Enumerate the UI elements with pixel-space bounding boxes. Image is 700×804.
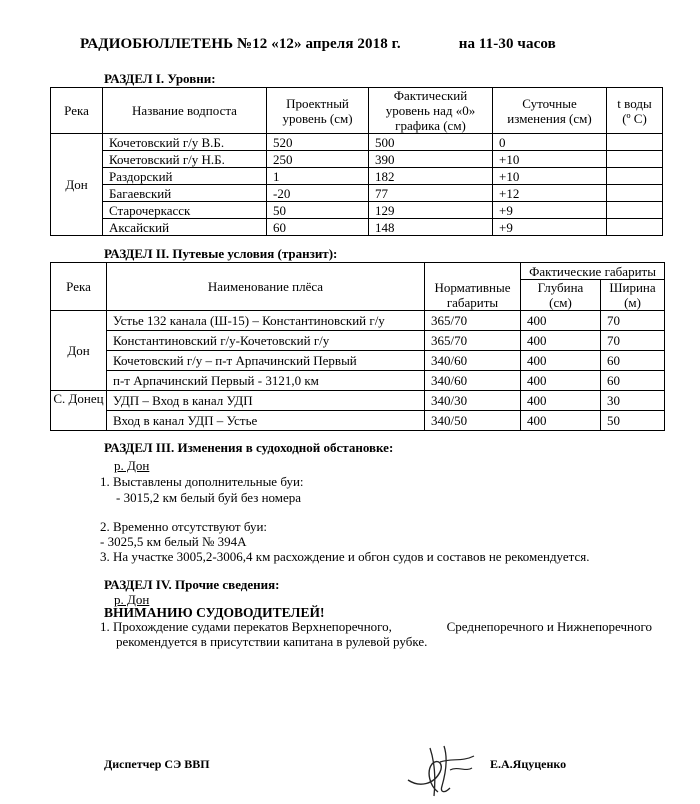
- levels-design: 1: [267, 168, 369, 185]
- levels-header-actual: Фактический уровень над «0» графика (см): [369, 88, 493, 134]
- levels-temp: [607, 185, 663, 202]
- levels-design: -20: [267, 185, 369, 202]
- levels-temp: [607, 219, 663, 236]
- levels-actual: 148: [369, 219, 493, 236]
- route-reach: Константиновский г/у-Кочетовский г/у: [107, 331, 425, 351]
- levels-temp: [607, 168, 663, 185]
- section3-item3: 3. На участке 3005,2-3006,4 км расхождение и обгон судов и составов не рекомендуется.: [100, 549, 590, 564]
- section3-item1-detail: - 3015,2 км белый буй без номера: [116, 490, 302, 505]
- route-width: 60: [601, 371, 665, 391]
- section4-river: р. Дон: [114, 592, 150, 607]
- table-row: [51, 331, 665, 351]
- levels-header-river: Река: [51, 88, 103, 134]
- levels-design: 60: [267, 219, 369, 236]
- table-row: [51, 185, 663, 202]
- section3-item2: 2. Временно отсутствуют буи:: [100, 519, 268, 534]
- table-row: [51, 391, 665, 411]
- levels-table: [50, 87, 663, 236]
- section3-river: р. Дон: [114, 458, 150, 473]
- levels-daily: +9: [493, 219, 607, 236]
- route-reach: п-т Арпачинский Первый - 3121,0 км: [107, 371, 425, 391]
- levels-post: Аксайский: [103, 219, 267, 236]
- bulletin-title-text: РАДИОБЮЛЛЕТЕНЬ №12 «12» апреля 2018 г.: [80, 36, 401, 52]
- route-reach: Вход в канал УДП – Устье: [107, 411, 425, 431]
- route-normative: 340/30: [425, 391, 521, 411]
- route-header-depth: Глубина (см): [521, 280, 601, 311]
- attention-heading: ВНИМАНИЮ СУДОВОДИТЕЛЕЙ!: [104, 605, 325, 620]
- route-header-reach: Наименование плёса: [107, 263, 425, 311]
- route-normative: 340/50: [425, 411, 521, 431]
- section4-item1-part2: Среднепоречного и Нижнепоречного: [446, 619, 652, 634]
- table-row: [51, 202, 663, 219]
- levels-header-temp: t воды (º С): [607, 88, 663, 134]
- route-width: 70: [601, 331, 665, 351]
- levels-daily: +12: [493, 185, 607, 202]
- levels-daily: +10: [493, 151, 607, 168]
- table-row: [51, 351, 665, 371]
- table-row: [51, 311, 665, 331]
- section4-item1: [100, 619, 652, 649]
- levels-daily: +9: [493, 202, 607, 219]
- section3-item1: 1. Выставлены дополнительные буи:: [100, 474, 304, 489]
- dispatcher-position: Диспетчер СЭ ВВП: [104, 757, 210, 771]
- levels-design: 50: [267, 202, 369, 219]
- route-width: 70: [601, 311, 665, 331]
- route-header-actual: Фактические габариты: [521, 263, 665, 280]
- route-normative: 340/60: [425, 371, 521, 391]
- signature-scribble: [400, 742, 482, 798]
- table-row: [51, 219, 663, 236]
- route-depth: 400: [521, 331, 601, 351]
- route-width: 60: [601, 351, 665, 371]
- levels-daily: +10: [493, 168, 607, 185]
- signature-image: [400, 742, 482, 798]
- route-reach: Кочетовский г/у – п-т Арпачинский Первый: [107, 351, 425, 371]
- levels-post: Раздорский: [103, 168, 267, 185]
- levels-design: 250: [267, 151, 369, 168]
- route-header-river: Река: [51, 263, 107, 311]
- route-reach: УДП – Вход в канал УДП: [107, 391, 425, 411]
- route-depth: 400: [521, 351, 601, 371]
- route-depth: 400: [521, 411, 601, 431]
- route-width: 50: [601, 411, 665, 431]
- bulletin-title: [80, 36, 556, 53]
- route-depth: 400: [521, 311, 601, 331]
- levels-temp: [607, 134, 663, 151]
- levels-actual: 500: [369, 134, 493, 151]
- route-river-cell: С. Донец: [51, 391, 107, 431]
- levels-temp: [607, 151, 663, 168]
- table-row: [51, 134, 663, 151]
- table-row: [51, 151, 663, 168]
- route-depth: 400: [521, 371, 601, 391]
- levels-post: Старочеркасск: [103, 202, 267, 219]
- section3-item2-detail: - 3025,5 км белый № 394А: [100, 534, 247, 549]
- route-reach: Устье 132 канала (Ш-15) – Константиновский г/у: [107, 311, 425, 331]
- table-row: [51, 168, 663, 185]
- levels-design: 520: [267, 134, 369, 151]
- levels-header-post: Название водпоста: [103, 88, 267, 134]
- section4-item1-line2: рекомендуется в присутствии капитана в рулевой рубке.: [116, 634, 428, 649]
- section2-title: РАЗДЕЛ II. Путевые условия (транзит):: [104, 246, 338, 261]
- levels-header-row: [51, 88, 663, 134]
- route-normative: 365/70: [425, 331, 521, 351]
- route-normative: 340/60: [425, 351, 521, 371]
- route-header-normative: Нормативные габариты: [425, 263, 521, 311]
- levels-actual: 390: [369, 151, 493, 168]
- levels-header-daily: Суточные изменения (см): [493, 88, 607, 134]
- section4-item1-part1: 1. Прохождение судами перекатов Верхнепоречного,: [100, 619, 392, 634]
- route-header-width: Ширина (м): [601, 280, 665, 311]
- section4-title: РАЗДЕЛ IV. Прочие сведения:: [104, 577, 280, 592]
- route-depth: 400: [521, 391, 601, 411]
- route-width: 30: [601, 391, 665, 411]
- route-normative: 365/70: [425, 311, 521, 331]
- levels-header-design: Проектный уровень (см): [267, 88, 369, 134]
- section3-title: РАЗДЕЛ III. Изменения в судоходной обстановке:: [104, 440, 394, 455]
- levels-actual: 129: [369, 202, 493, 219]
- levels-actual: 182: [369, 168, 493, 185]
- table-row: [51, 371, 665, 391]
- levels-river-cell: Дон: [51, 134, 103, 236]
- route-header-row: [51, 263, 665, 280]
- levels-post: Кочетовский г/у Н.Б.: [103, 151, 267, 168]
- table-row: [51, 411, 665, 431]
- dispatcher-name: Е.А.Яцуценко: [490, 757, 567, 771]
- bulletin-time: на 11-30 часов: [458, 36, 556, 52]
- levels-post: Багаевский: [103, 185, 267, 202]
- route-table: [50, 262, 665, 431]
- route-river-cell: Дон: [51, 311, 107, 391]
- levels-post: Кочетовский г/у В.Б.: [103, 134, 267, 151]
- levels-actual: 77: [369, 185, 493, 202]
- levels-daily: 0: [493, 134, 607, 151]
- section1-title: РАЗДЕЛ I. Уровни:: [104, 71, 216, 86]
- levels-temp: [607, 202, 663, 219]
